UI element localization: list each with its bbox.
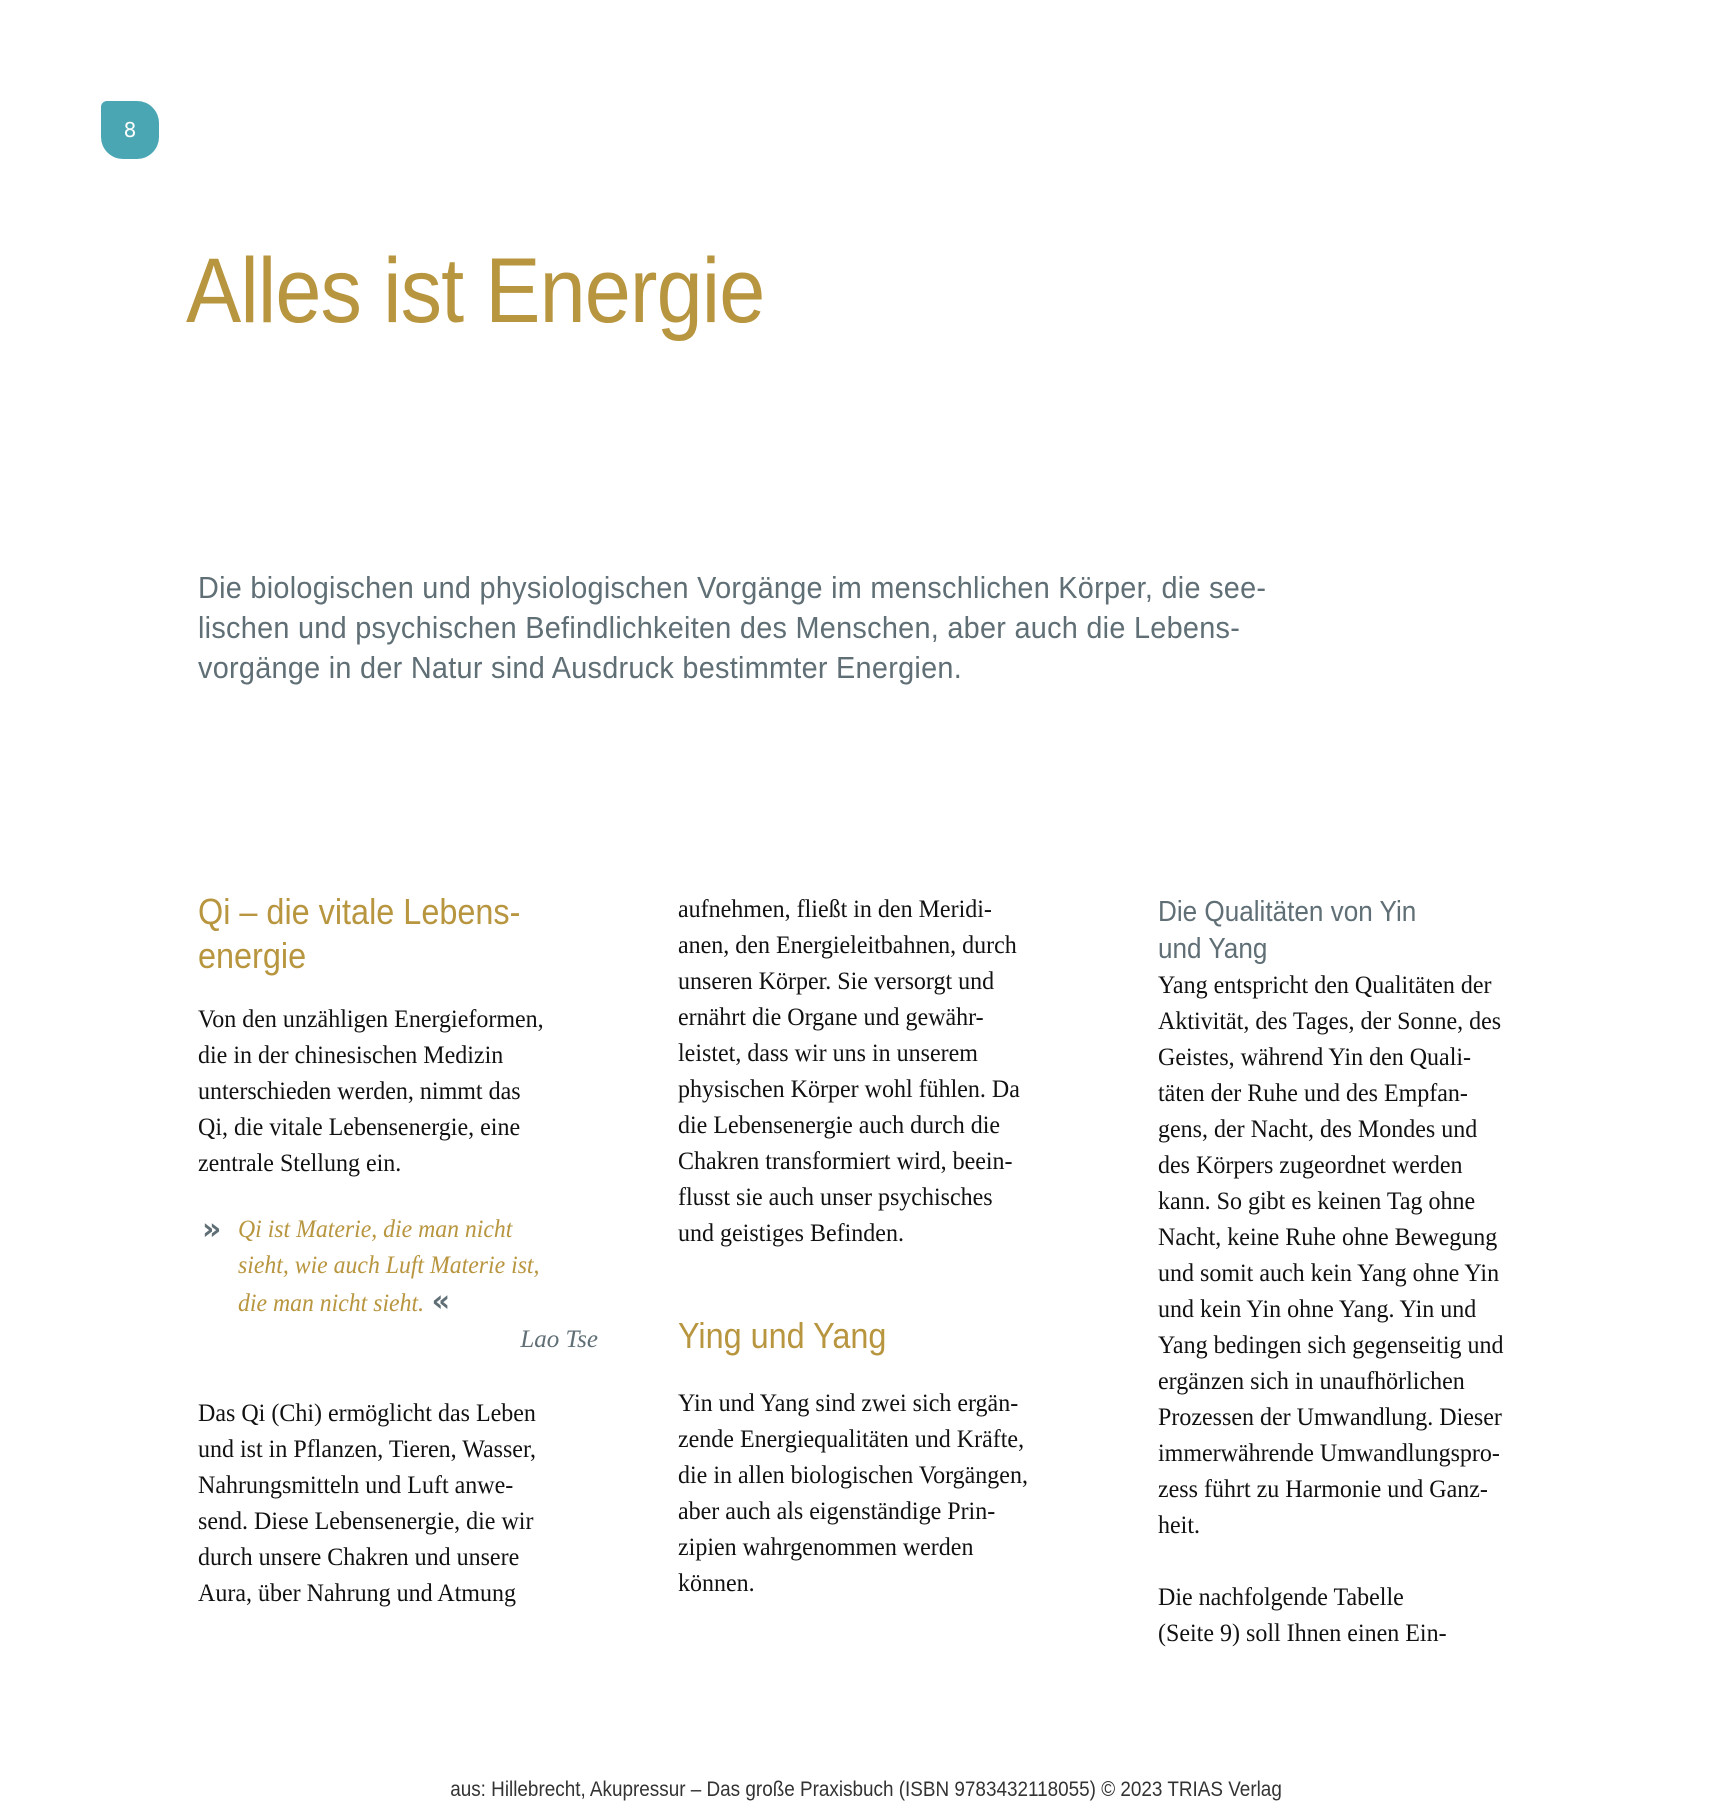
quote-line: die man nicht sieht. (238, 1290, 425, 1317)
text-line: gens, der Nacht, des Mondes und (1158, 1116, 1478, 1143)
quote-last-line (238, 1284, 618, 1322)
text-line: Qi, die vitale Lebensenergie, eine (198, 1114, 521, 1141)
footer-citation (0, 1778, 1733, 1802)
text-line: Chakren transformiert wird, beein- (678, 1148, 1013, 1175)
page-number: 8 (123, 118, 137, 142)
text-line: die in allen biologischen Vorgängen, (678, 1462, 1028, 1489)
text-line: Geistes, während Yin den Quali- (1158, 1044, 1472, 1071)
text-line: Aura, über Nahrung und Atmung (198, 1580, 516, 1607)
text-line: (Seite 9) soll Ihnen einen Ein- (1158, 1620, 1447, 1647)
quote-line: sieht, wie auch Luft Materie ist, (238, 1252, 540, 1279)
text-line: unterschieden werden, nimmt das (198, 1078, 521, 1105)
heading-ying-yang (678, 1314, 1118, 1358)
text-line: zentrale Stellung ein. (198, 1150, 402, 1177)
text-line: zende Energiequalitäten und Kräfte, (678, 1426, 1025, 1453)
qualities-paragraph-1 (1158, 968, 1598, 1544)
text-line: Prozessen der Umwandlung. Dieser (1158, 1404, 1502, 1431)
text-line: Yin und Yang sind zwei sich ergän- (678, 1390, 1019, 1417)
footer-text: aus: Hillebrecht, Akupressur – Das große Praxisbuch (ISBN 9783432118055) © 2023 TRIAS Verlag (450, 1778, 1283, 1801)
text-line: immerwährende Umwandlungspro- (1158, 1440, 1500, 1467)
text-line: zipien wahrgenommen werden (678, 1534, 974, 1561)
text-line: Yang entspricht den Qualitäten der (1158, 972, 1492, 999)
text-line: des Körpers zugeordnet werden (1158, 1152, 1463, 1179)
text-line: Nacht, keine Ruhe ohne Bewegung (1158, 1224, 1498, 1251)
quote-lao-tse (198, 1212, 638, 1322)
text-line: durch unsere Chakren und unsere (198, 1544, 520, 1571)
quote-line: Qi ist Materie, die man nicht (238, 1216, 513, 1243)
yinyang-paragraph (678, 1386, 1118, 1602)
quote-open-mark-icon: » (202, 1212, 222, 1247)
text-line: und somit auch kein Yang ohne Yin (1158, 1260, 1500, 1287)
heading-qualities (1158, 894, 1598, 968)
text-line: und kein Yin ohne Yang. Yin und (1158, 1296, 1477, 1323)
text-line: täten der Ruhe und des Empfan- (1158, 1080, 1468, 1107)
text-line: die in der chinesischen Medizin (198, 1042, 504, 1069)
text-line: können. (678, 1570, 755, 1597)
intro-paragraph (198, 568, 1458, 688)
page-number-tab (101, 101, 159, 159)
text-line: ergänzen sich in unaufhörlichen (1158, 1368, 1465, 1395)
text-line: Von den unzähligen Energieformen, (198, 1006, 544, 1033)
text-line: die Lebensenergie auch durch die (678, 1112, 1001, 1139)
text-line: Aktivität, des Tages, der Sonne, des (1158, 1008, 1502, 1035)
text-line: heit. (1158, 1512, 1200, 1539)
text-line: Yang bedingen sich gegenseitig und (1158, 1332, 1504, 1359)
text-line: und ist in Pflanzen, Tieren, Wasser, (198, 1436, 536, 1463)
text-line: Nahrungsmitteln und Luft anwe- (198, 1472, 514, 1499)
heading-line: und Yang (1158, 933, 1268, 965)
text-line: Die nachfolgende Tabelle (1158, 1584, 1404, 1611)
qi-paragraph-2 (198, 1396, 638, 1612)
heading-line: Qi – die vitale Lebens- (198, 891, 521, 932)
intro-line: lischen und psychischen Befindlichkeiten des Menschen, aber auch die Lebens- (198, 610, 1241, 645)
text-line: aufnehmen, fließt in den Meridi- (678, 896, 992, 923)
text-line: anen, den Energieleitbahnen, durch (678, 932, 1017, 959)
text-line: ernährt die Organe und gewähr- (678, 1004, 984, 1031)
text-line: flusst sie auch unser psychisches (678, 1184, 993, 1211)
text-line: Das Qi (Chi) ermöglicht das Leben (198, 1400, 536, 1427)
intro-line: vorgänge in der Natur sind Ausdruck bestimmter Energien. (198, 650, 962, 685)
intro-line: Die biologischen und physiologischen Vorgänge im menschlichen Körper, die see- (198, 570, 1267, 605)
qi-paragraph-1 (198, 1002, 638, 1182)
heading-line: energie (198, 935, 307, 976)
text-line: physischen Körper wohl fühlen. Da (678, 1076, 1020, 1103)
text-line: kann. So gibt es keinen Tag ohne (1158, 1188, 1476, 1215)
heading-qi (198, 890, 638, 978)
qi-paragraph-3 (678, 892, 1118, 1252)
column-2 (678, 880, 1118, 1602)
text-line: zess führt zu Harmonie und Ganz- (1158, 1476, 1488, 1503)
heading-line: Ying und Yang (678, 1315, 887, 1356)
page-title: Alles ist Energie (186, 240, 765, 342)
text-line: und geistiges Befinden. (678, 1220, 904, 1247)
quote-close-mark-icon: « (431, 1284, 451, 1319)
text-line: leistet, dass wir uns in unserem (678, 1040, 978, 1067)
quote-author: Lao Tse (520, 1326, 598, 1353)
heading-line: Die Qualitäten von Yin (1158, 896, 1417, 928)
text-line: send. Diese Lebensenergie, die wir (198, 1508, 534, 1535)
text-line: aber auch als eigenständige Prin- (678, 1498, 996, 1525)
column-3 (1158, 880, 1598, 1652)
qualities-paragraph-2 (1158, 1580, 1598, 1652)
column-1 (198, 880, 638, 1612)
text-line: unseren Körper. Sie versorgt und (678, 968, 995, 995)
